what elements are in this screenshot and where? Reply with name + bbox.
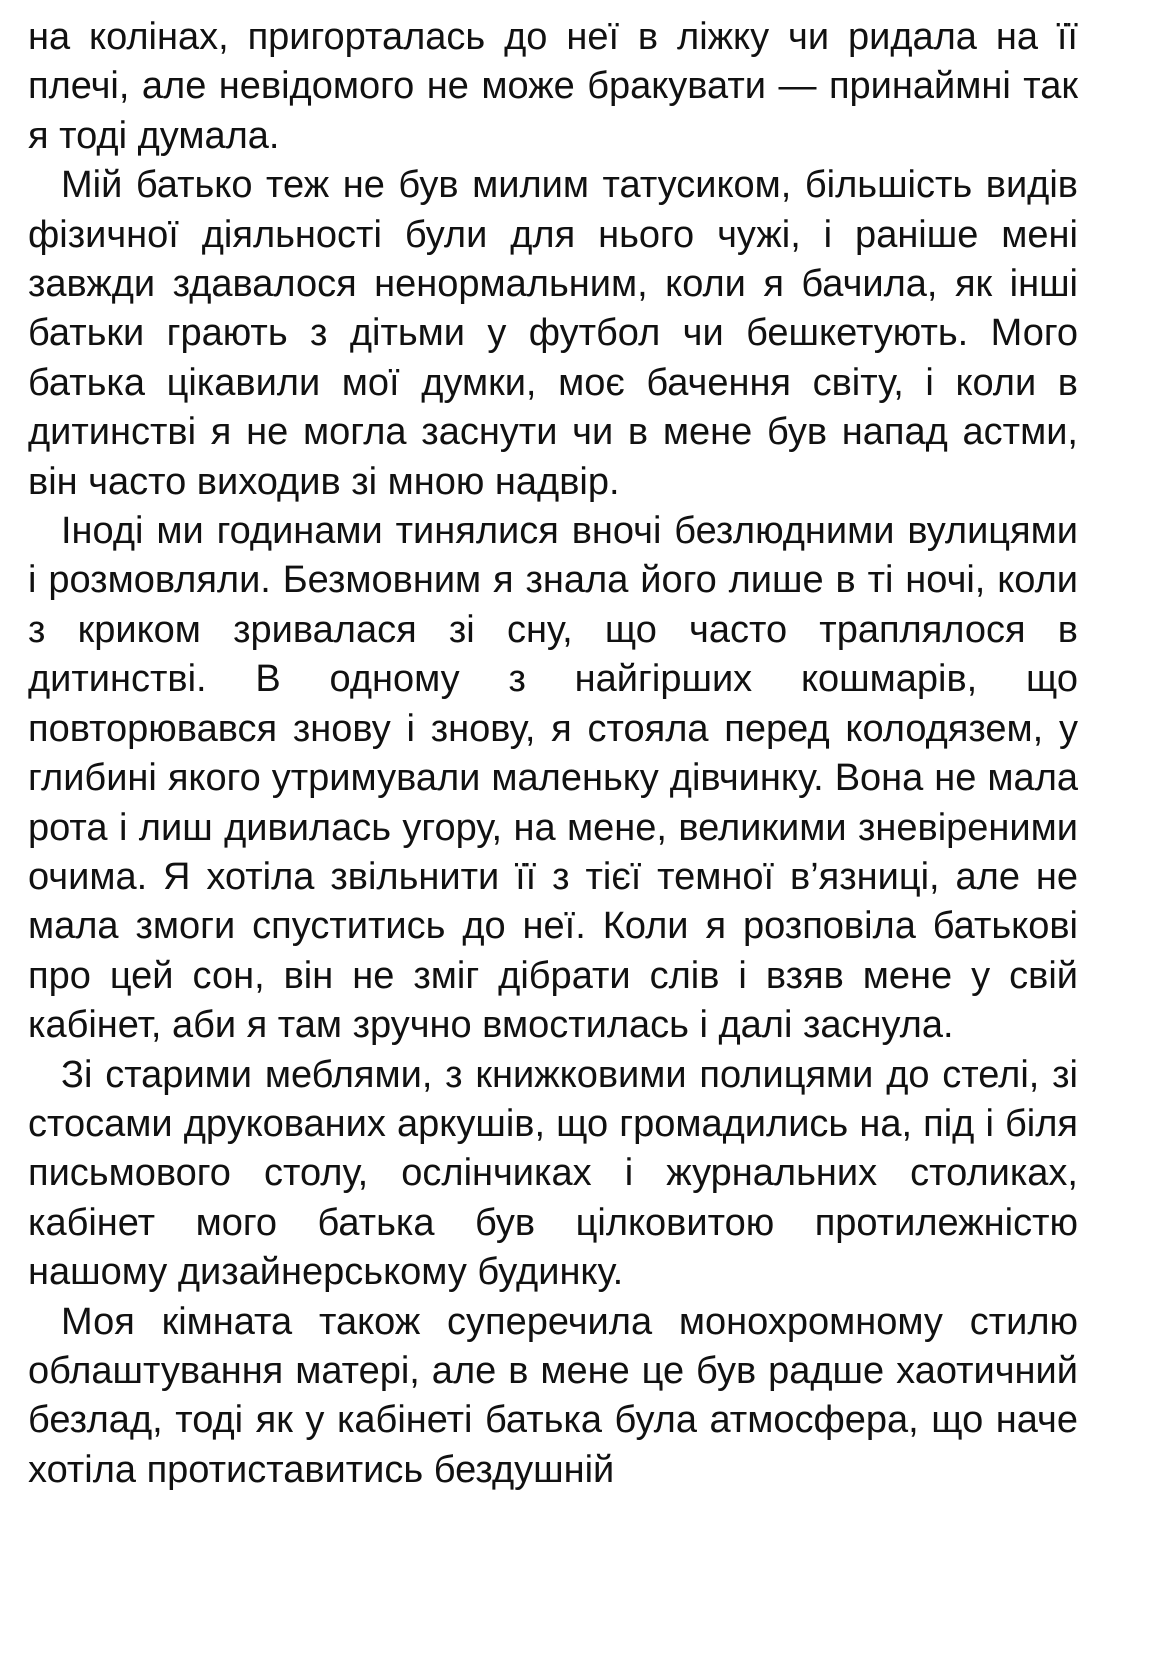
paragraph-2: Мій батько теж не був милим татусиком, більшість видів фізичної діяльності були для нього чужі, і раніше мені завжди здавалося ненормальним, коли я бачила, як інші батьки грають з дітьми у футбол чи бешкетують. Мого батька цікавили мої думки, моє бачення світу, і коли в дитинстві я не могла заснути чи в мене був напад астми, він часто виходив зі мною надвір. [28,164,1078,503]
paragraph-3: Іноді ми годинами тинялися вночі безлюдними вулицями і розмовляли. Безмовним я знала його лише в ті ночі, коли з криком зривалася зі сну, що часто траплялося в дитинстві. В одному з найгірших кошмарів, що повторювався знову і знову, я стояла перед колодязем, у глибині якого утримували маленьку дівчинку. Вона не мала рота і лиш дивилась угору, на мене, великими зневіреними очима. Я хотіла звільнити її з тієї темної в’язниці, але не мала змоги спуститись до неї. Коли я розповіла батькові про цей сон, він не зміг дібрати слів і взяв мене у свій кабінет, аби я там зручно вмостилась і далі заснула. [28,510,1078,1047]
paragraph-4: Зі старими меблями, з книжковими полицями до стелі, зі стосами друкованих аркушів, що громадились на, під і біля письмового столу, ослінчиках і журнальних столиках, кабінет мого батька був цілковитою протилежністю нашому дизайнерському будинку. [28,1053,1078,1294]
paragraph-5: Моя кімната також суперечила монохромному стилю облаштування матері, але в мене це був радше хаотичний безлад, тоді як у кабінеті батька була атмосфера, що наче хотіла протиставитись бездушній [28,1300,1078,1491]
paragraph-1: на колінах, пригорталась до неї в ліжку чи ридала на її плечі, але невідомого не може бракувати — принаймні так я тоді думала. [28,16,1078,157]
book-page [28,13,1078,1495]
